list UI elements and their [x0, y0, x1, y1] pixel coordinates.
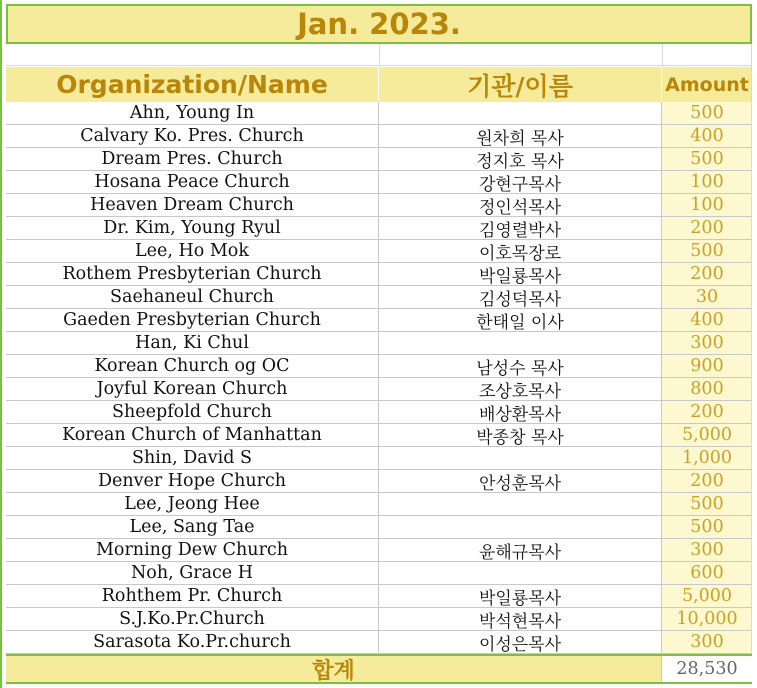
cell-organization-name[interactable]: Ahn, Young In: [6, 102, 379, 124]
header-korean-name[interactable]: 기관/이름: [379, 67, 662, 102]
table-row: [6, 378, 752, 401]
table-row: [6, 470, 752, 493]
cell-korean-name[interactable]: [379, 562, 662, 584]
cell-organization-name[interactable]: Lee, Sang Tae: [6, 516, 379, 538]
cell-amount[interactable]: 5,000: [662, 585, 752, 607]
cell-amount[interactable]: 200: [662, 263, 752, 285]
cell-korean-name[interactable]: 윤해규목사: [379, 539, 662, 561]
cell-korean-name[interactable]: 배상환목사: [379, 401, 662, 423]
cell-organization-name[interactable]: Korean Church of Manhattan: [6, 424, 379, 446]
cell-amount[interactable]: 200: [662, 217, 752, 239]
total-row: [6, 654, 752, 684]
cell-amount[interactable]: 30: [662, 286, 752, 308]
cell-korean-name[interactable]: 강현구목사: [379, 171, 662, 193]
table-row: [6, 102, 752, 125]
table-row: [6, 516, 752, 539]
table-row: [6, 608, 752, 631]
cell-korean-name[interactable]: 김성덕목사: [379, 286, 662, 308]
cell-organization-name[interactable]: Sarasota Ko.Pr.church: [6, 631, 379, 653]
cell-organization-name[interactable]: Saehaneul Church: [6, 286, 379, 308]
cell-korean-name[interactable]: 정인석목사: [379, 194, 662, 216]
total-amount[interactable]: 28,530: [662, 656, 752, 682]
cell-korean-name[interactable]: 이성은목사: [379, 631, 662, 653]
table-row: [6, 309, 752, 332]
table-row: [6, 125, 752, 148]
cell-korean-name[interactable]: 한태일 이사: [379, 309, 662, 331]
cell-amount[interactable]: 300: [662, 631, 752, 653]
cell-korean-name[interactable]: 박일룡목사: [379, 585, 662, 607]
cell-organization-name[interactable]: S.J.Ko.Pr.Church: [6, 608, 379, 630]
cell-korean-name[interactable]: [379, 516, 662, 538]
cell-organization-name[interactable]: Korean Church og OC: [6, 355, 379, 377]
cell-amount[interactable]: 900: [662, 355, 752, 377]
cell-amount[interactable]: 500: [662, 516, 752, 538]
cell-organization-name[interactable]: Han, Ki Chul: [6, 332, 379, 354]
table-row: [6, 447, 752, 470]
cell-amount[interactable]: 400: [662, 125, 752, 147]
header-amount[interactable]: Amount: [662, 67, 752, 102]
cell-korean-name[interactable]: 박일룡목사: [379, 263, 662, 285]
sheet-title: Jan. 2023.: [6, 4, 752, 44]
table-row: [6, 562, 752, 585]
table-row: [6, 493, 752, 516]
cell-korean-name[interactable]: 정지호 목사: [379, 148, 662, 170]
cell-organization-name[interactable]: Morning Dew Church: [6, 539, 379, 561]
cell-korean-name[interactable]: [379, 493, 662, 515]
cell-organization-name[interactable]: Gaeden Presbyterian Church: [6, 309, 379, 331]
cell-organization-name[interactable]: Sheepfold Church: [6, 401, 379, 423]
cell-organization-name[interactable]: Denver Hope Church: [6, 470, 379, 492]
total-label[interactable]: 합계: [6, 656, 662, 682]
cell-organization-name[interactable]: Hosana Peace Church: [6, 171, 379, 193]
cell-amount[interactable]: 100: [662, 171, 752, 193]
cell-korean-name[interactable]: 원차희 목사: [379, 125, 662, 147]
donation-table-body: [6, 102, 752, 654]
cell-amount[interactable]: 400: [662, 309, 752, 331]
table-row: [6, 217, 752, 240]
table-row: [6, 148, 752, 171]
cell-amount[interactable]: 10,000: [662, 608, 752, 630]
cell-korean-name[interactable]: 박종창 목사: [379, 424, 662, 446]
cell-amount[interactable]: 500: [662, 493, 752, 515]
right-edge-divider: [751, 44, 752, 654]
table-row: [6, 585, 752, 608]
cell-korean-name[interactable]: 이호목장로: [379, 240, 662, 262]
cell-organization-name[interactable]: Rothem Presbyterian Church: [6, 263, 379, 285]
table-row: [6, 263, 752, 286]
cell-amount[interactable]: 300: [662, 332, 752, 354]
cell-amount[interactable]: 500: [662, 240, 752, 262]
cell-amount[interactable]: 800: [662, 378, 752, 400]
cell-amount[interactable]: 500: [662, 148, 752, 170]
table-row: [6, 240, 752, 263]
blank-row[interactable]: [6, 44, 752, 66]
cell-organization-name[interactable]: Lee, Ho Mok: [6, 240, 379, 262]
cell-amount[interactable]: 500: [662, 102, 752, 124]
cell-organization-name[interactable]: Joyful Korean Church: [6, 378, 379, 400]
cell-korean-name[interactable]: 조상호목사: [379, 378, 662, 400]
cell-amount[interactable]: 5,000: [662, 424, 752, 446]
table-row: [6, 424, 752, 447]
cell-amount[interactable]: 100: [662, 194, 752, 216]
cell-amount[interactable]: 200: [662, 401, 752, 423]
cell-organization-name[interactable]: Calvary Ko. Pres. Church: [6, 125, 379, 147]
cell-korean-name[interactable]: 박석현목사: [379, 608, 662, 630]
cell-organization-name[interactable]: Shin, David S: [6, 447, 379, 469]
cell-amount[interactable]: 1,000: [662, 447, 752, 469]
cell-organization-name[interactable]: Dr. Kim, Young Ryul: [6, 217, 379, 239]
header-organization-name[interactable]: Organization/Name: [6, 67, 379, 102]
cell-korean-name[interactable]: [379, 447, 662, 469]
table-row: [6, 401, 752, 424]
cell-korean-name[interactable]: [379, 102, 662, 124]
cell-amount[interactable]: 300: [662, 539, 752, 561]
cell-korean-name[interactable]: 안성훈목사: [379, 470, 662, 492]
table-row: [6, 355, 752, 378]
table-row: [6, 631, 752, 654]
table-row: [6, 194, 752, 217]
column-divider: [379, 44, 380, 65]
cell-organization-name[interactable]: Heaven Dream Church: [6, 194, 379, 216]
cell-organization-name[interactable]: Lee, Jeong Hee: [6, 493, 379, 515]
column-divider: [662, 44, 663, 65]
cell-korean-name[interactable]: [379, 332, 662, 354]
cell-korean-name[interactable]: 김영렬박사: [379, 217, 662, 239]
cell-organization-name[interactable]: Rohthem Pr. Church: [6, 585, 379, 607]
cell-amount[interactable]: 600: [662, 562, 752, 584]
cell-korean-name[interactable]: 남성수 목사: [379, 355, 662, 377]
table-row: [6, 539, 752, 562]
column-header-row: [6, 67, 752, 102]
cell-organization-name[interactable]: Dream Pres. Church: [6, 148, 379, 170]
table-row: [6, 171, 752, 194]
cell-organization-name[interactable]: Noh, Grace H: [6, 562, 379, 584]
table-row: [6, 286, 752, 309]
table-row: [6, 332, 752, 355]
cell-amount[interactable]: 200: [662, 470, 752, 492]
